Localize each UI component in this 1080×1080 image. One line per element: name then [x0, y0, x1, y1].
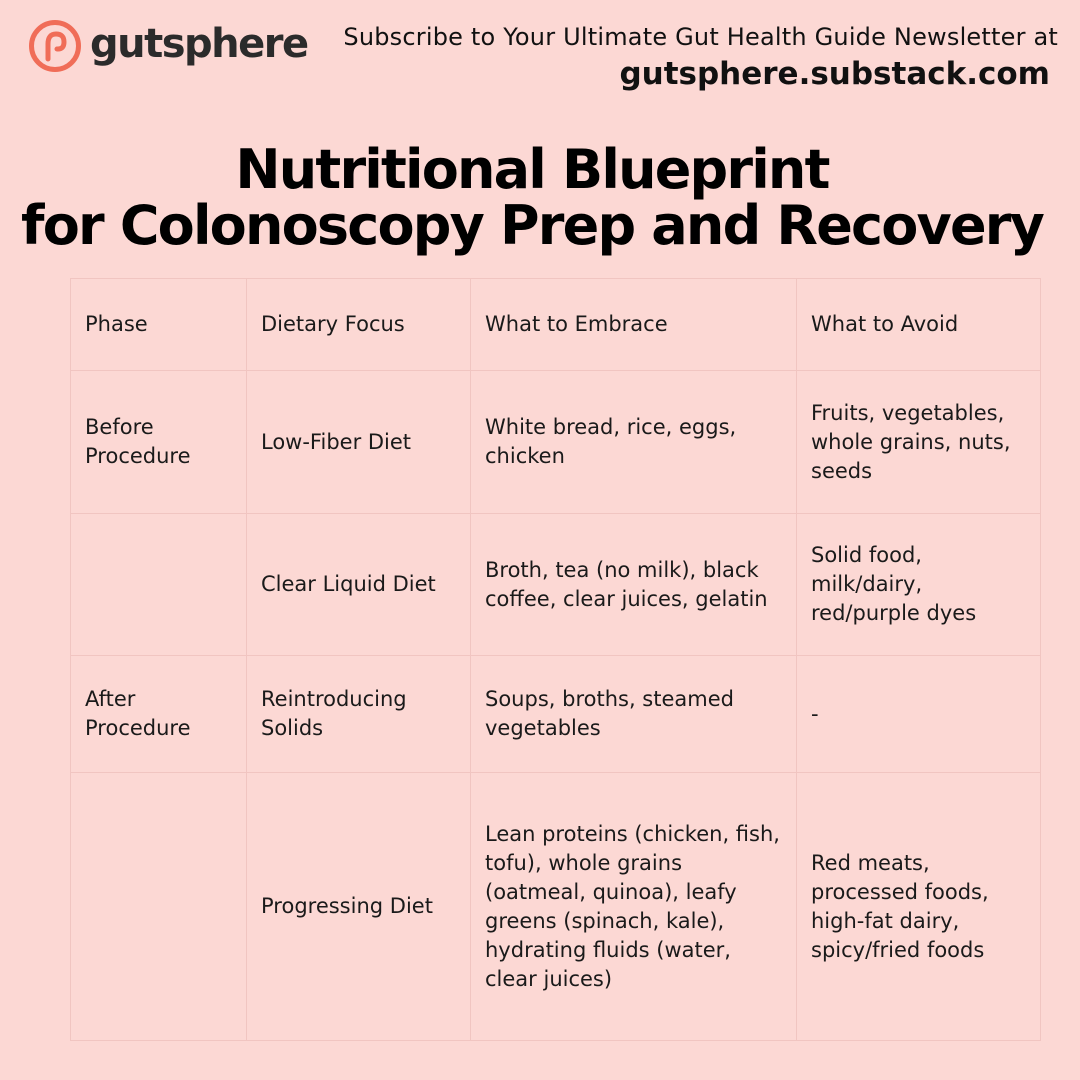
cell-dietary-focus: Reintroducing Solids: [247, 656, 471, 773]
cell-phase: [71, 514, 247, 656]
cell-avoid: -: [797, 656, 1041, 773]
header-what-to-avoid: What to Avoid: [797, 279, 1041, 371]
header-phase: Phase: [71, 279, 247, 371]
table-row: [71, 773, 1041, 1041]
cell-dietary-focus: Low-Fiber Diet: [247, 371, 471, 514]
header-what-to-embrace: What to Embrace: [471, 279, 797, 371]
cell-avoid: Solid food, milk/dairy, red/purple dyes: [797, 514, 1041, 656]
diet-table: [70, 278, 1041, 1041]
cell-embrace: Broth, tea (no milk), black coffee, clear juices, gelatin: [471, 514, 797, 656]
cell-avoid: Red meats, processed foods, high-fat dairy, spicy/fried foods: [797, 773, 1041, 1041]
subscribe-banner: [343, 20, 1058, 94]
brand-name: gutsphere: [90, 21, 308, 67]
table-header-row: [71, 279, 1041, 371]
cell-dietary-focus: Clear Liquid Diet: [247, 514, 471, 656]
cell-embrace: Soups, broths, steamed vegetables: [471, 656, 797, 773]
header-dietary-focus: Dietary Focus: [247, 279, 471, 371]
cell-phase: After Procedure: [71, 656, 247, 773]
cell-phase: [71, 773, 247, 1041]
cell-embrace: White bread, rice, eggs, chicken: [471, 371, 797, 514]
cell-phase: Before Procedure: [71, 371, 247, 514]
gut-circle-logo-icon: [28, 19, 82, 73]
subscribe-text: Subscribe to Your Ultimate Gut Health Guide Newsletter at: [343, 23, 1058, 51]
title-line-2: for Colonoscopy Prep and Recovery: [21, 194, 1043, 257]
title-line-1: Nutritional Blueprint: [235, 138, 829, 201]
cell-avoid: Fruits, vegetables, whole grains, nuts, seeds: [797, 371, 1041, 514]
page-title: [0, 138, 1064, 257]
table-row: [71, 371, 1041, 514]
table-row: [71, 514, 1041, 656]
newsletter-link[interactable]: gutsphere.substack.com: [619, 56, 1050, 92]
table-row: [71, 656, 1041, 773]
brand-logo[interactable]: [28, 18, 308, 74]
cell-dietary-focus: Progressing Diet: [247, 773, 471, 1041]
cell-embrace: Lean proteins (chicken, fish, tofu), whole grains (oatmeal, quinoa), leafy greens (spinach, kale), hydrating fluids (water, clear juices): [471, 773, 797, 1041]
